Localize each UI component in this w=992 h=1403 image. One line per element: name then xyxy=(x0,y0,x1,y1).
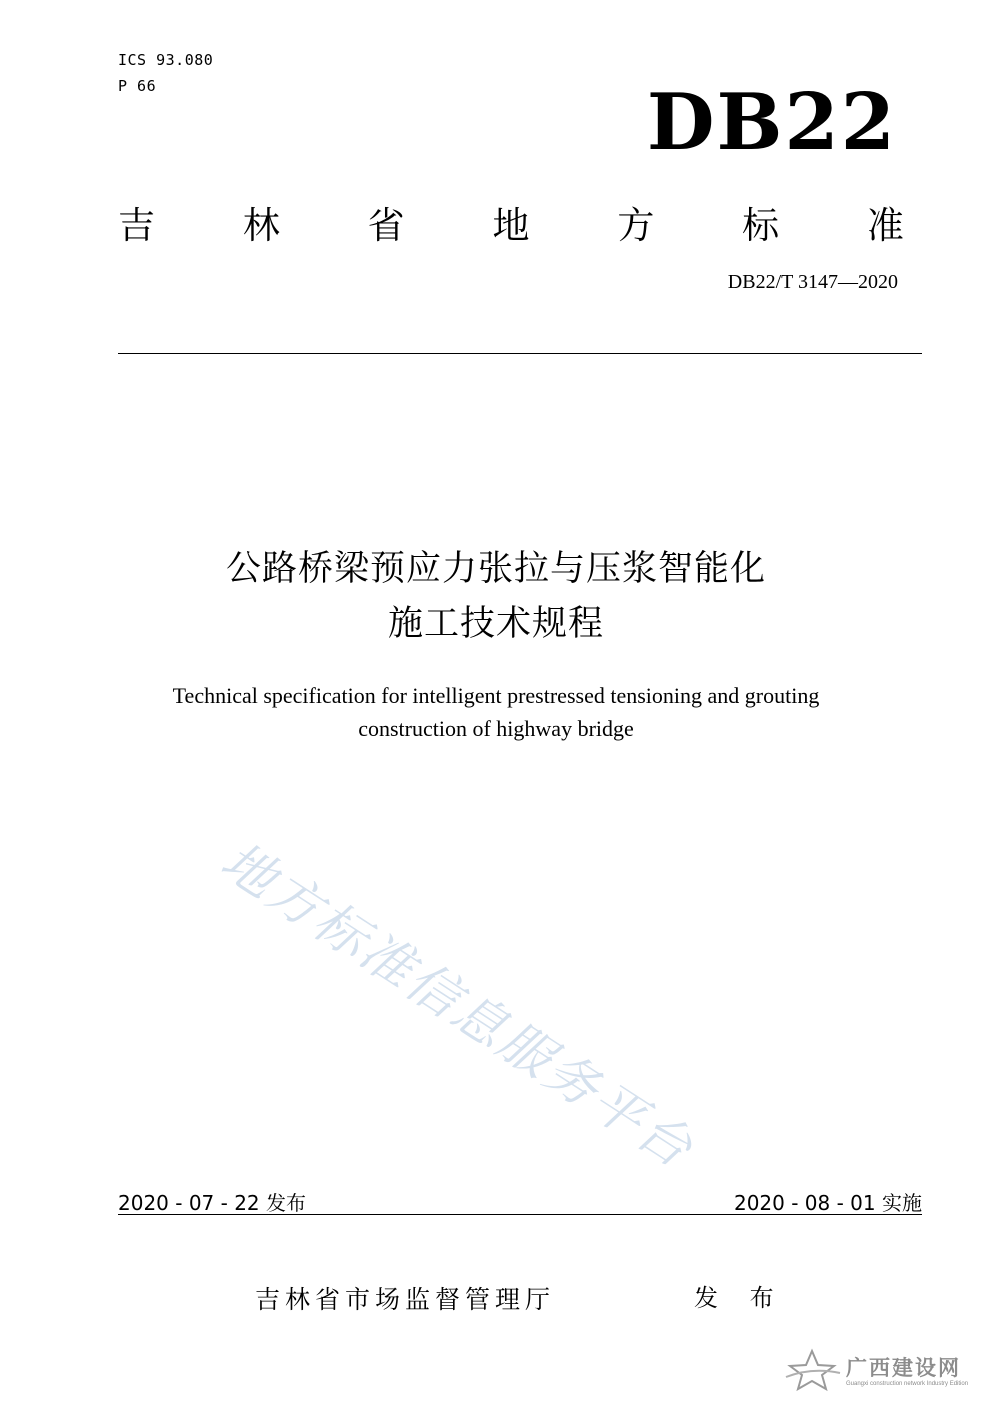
title-zh-line1: 公路桥梁预应力张拉与压浆智能化 xyxy=(225,549,766,589)
bottom-divider xyxy=(118,1214,922,1215)
title-en-line2: construction of highway bridge xyxy=(358,716,634,741)
issuer-name: 吉林省市场监督管理厅 xyxy=(255,1285,556,1314)
standard-type-char: 地 xyxy=(492,204,530,247)
ccs-code: P 66 xyxy=(118,77,157,95)
standard-type-char: 标 xyxy=(742,204,780,247)
standard-type-char: 吉 xyxy=(118,204,155,247)
standard-type-char: 林 xyxy=(242,204,280,247)
standard-type-char: 方 xyxy=(617,204,655,247)
title-zh-line2: 施工技术规程 xyxy=(387,604,604,644)
implementation-date: 2020 - 08 - 01 实施 xyxy=(733,1191,922,1215)
issue-date: 2020 - 07 - 22 发布 xyxy=(118,1191,307,1215)
title-en-line1: Technical specification for intelligent prestressed tensioning and grouting xyxy=(172,683,820,708)
standard-type-char: 准 xyxy=(866,204,904,247)
watermark: 地方标准信息服务平台 xyxy=(210,830,705,1181)
standard-code: DB22/T 3147—2020 xyxy=(727,271,898,293)
corner-logo-subtitle: Guangxi construction network Industry Edition xyxy=(846,1381,969,1387)
standard-brand: DB22 xyxy=(646,77,897,168)
ics-code: ICS 93.080 xyxy=(118,51,214,69)
corner-logo-name: 广西建设网 xyxy=(846,1355,961,1380)
issue-label: 发 布 xyxy=(694,1284,786,1312)
standard-type-char: 省 xyxy=(367,204,405,247)
top-divider xyxy=(118,353,922,354)
standard-type xyxy=(118,195,904,247)
